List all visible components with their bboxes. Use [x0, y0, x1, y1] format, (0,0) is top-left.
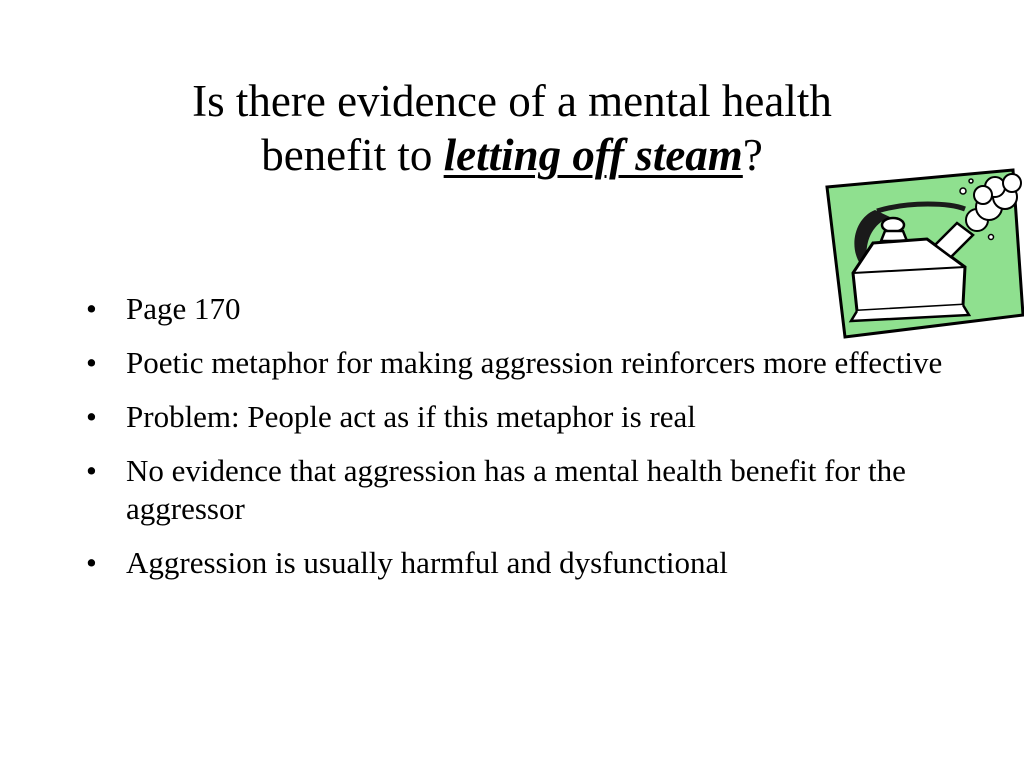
bullet-text: No evidence that aggression has a mental health benefit for the aggressor	[126, 453, 906, 526]
bullet-item	[86, 452, 956, 528]
steaming-kettle-icon	[815, 165, 1024, 345]
title-line-2-suffix: ?	[742, 130, 763, 180]
bullet-marker: •	[86, 399, 97, 434]
bullet-text: Poetic metaphor for making aggression reinforcers more effective	[126, 345, 943, 380]
bullet-marker: •	[86, 453, 97, 488]
bullet-text: Aggression is usually harmful and dysfunctional	[126, 545, 728, 580]
bullet-item	[86, 344, 956, 382]
title-line-1: Is there evidence of a mental health	[192, 76, 832, 126]
bullet-marker: •	[86, 545, 97, 580]
bullet-text: Page 170	[126, 291, 241, 326]
bullet-text: Problem: People act as if this metaphor is real	[126, 399, 696, 434]
title-emphasis: letting off steam	[443, 130, 743, 180]
bullet-marker: •	[86, 345, 97, 380]
bullet-marker: •	[86, 291, 97, 326]
bullet-item	[86, 398, 956, 436]
title-line-2-prefix: benefit to	[261, 130, 444, 180]
bullet-item	[86, 544, 956, 582]
